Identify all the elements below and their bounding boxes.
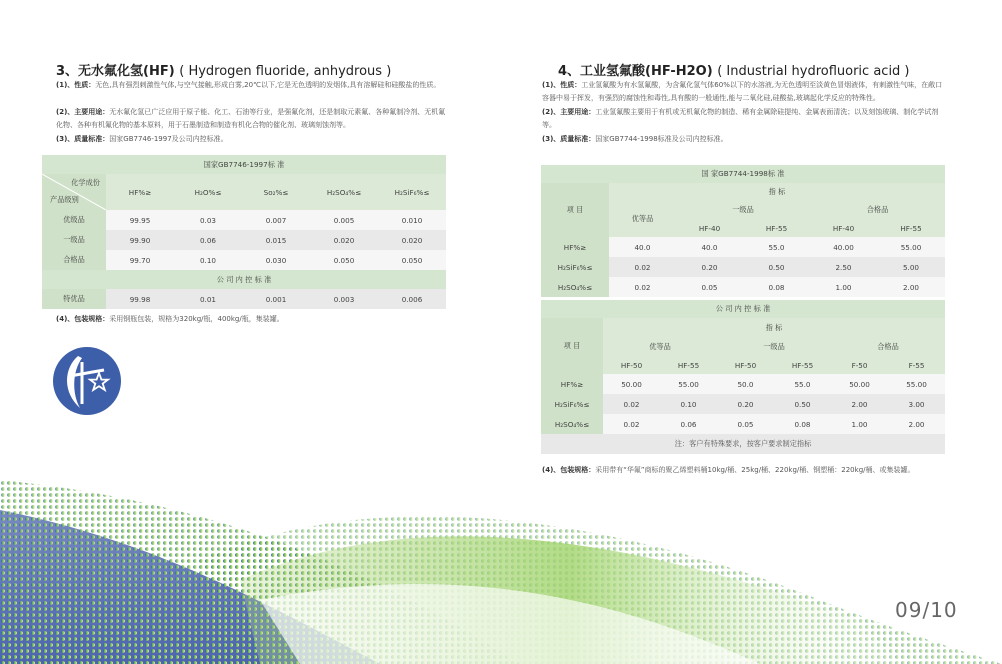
packaging-label: (4)、包装规格： (542, 466, 596, 474)
right-page (501, 0, 1002, 664)
sub-column-header: F-55 (888, 356, 945, 374)
packaging-paragraph (56, 313, 446, 326)
usage-paragraph (56, 106, 446, 132)
table-cell: 0.050 (378, 250, 446, 270)
sub-column-header: HF-55 (774, 356, 831, 374)
table-title: 国 家GB7744-1998标 准 (541, 165, 945, 183)
usage-label: (2)、主要用途： (542, 108, 596, 116)
standard-text: 国家GB7744-1998标准及公司内控标准。 (595, 135, 728, 143)
property-text: 无色,具有强烈刺激性气体,与空气接触,形成白雾,20℃以下,它是无色透明的发烟体,具有溶解硅和硅酸盐的性质。 (95, 81, 441, 89)
table-cell: 55.00 (660, 374, 717, 394)
standard-label: (3)、质量标准： (542, 135, 596, 143)
grade-header: 一级品 (717, 338, 831, 356)
table-cell: 0.08 (743, 277, 810, 297)
row-label: 一级品 (42, 230, 106, 250)
row-label: H₂SO₄%≤ (541, 277, 609, 297)
company-standard-title: 公 司 内 控 标 准 (42, 270, 446, 289)
table-cell: 40.00 (810, 237, 877, 257)
table-row (541, 277, 945, 297)
hf-spec-table (42, 155, 446, 309)
table-cell: 0.01 (174, 289, 242, 309)
table-cell: 2.50 (810, 257, 877, 277)
table-cell: 50.00 (831, 374, 888, 394)
column-header: H₂SO₄%≤ (310, 174, 378, 210)
section-title-hf-acid (558, 60, 910, 79)
table-cell: 0.020 (310, 230, 378, 250)
column-header: HF%≥ (106, 174, 174, 210)
standard-paragraph (56, 133, 446, 146)
packaging-paragraph (542, 464, 947, 477)
section-title-en: ( Industrial hydrofluoric acid ) (717, 64, 910, 79)
page-number: 09/10 (895, 598, 958, 622)
table-cell: 0.02 (609, 257, 676, 277)
hf-acid-company-table (541, 300, 945, 454)
standard-paragraph (542, 133, 947, 146)
table-cell: 0.02 (603, 394, 660, 414)
sub-column-header: HF-50 (717, 356, 774, 374)
item-header: 项 目 (541, 318, 603, 374)
table-cell: 0.20 (676, 257, 743, 277)
row-label: 特优品 (42, 289, 106, 309)
table-cell: 0.050 (310, 250, 378, 270)
table-cell: 0.02 (609, 277, 676, 297)
table-cell: 0.50 (774, 394, 831, 414)
table-row (541, 237, 945, 257)
sub-column-header: HF-50 (603, 356, 660, 374)
table-cell: 99.70 (106, 250, 174, 270)
table-cell: 55.0 (743, 237, 810, 257)
sub-column-header: F-50 (831, 356, 888, 374)
packaging-label: (4)、包装规格： (56, 315, 110, 323)
table-cell: 0.06 (174, 230, 242, 250)
hf-acid-national-table (541, 165, 945, 297)
table-cell: 99.90 (106, 230, 174, 250)
row-label: HF%≥ (541, 374, 603, 394)
table-cell: 0.05 (717, 414, 774, 434)
usage-text: 无水氟化氢已广泛应用于原子能、化工、石油等行业，是强氟化剂，还是制取元素氟、各种氟制冷剂、无机氟化物、各种有机氟化物的基本原料，用于石墨制造和制造有机化合物的催化剂、玻璃刻蚀剂等。 (56, 108, 446, 129)
table-row (541, 414, 945, 434)
table-cell: 0.007 (242, 210, 310, 230)
column-header: So₂%≤ (242, 174, 310, 210)
table-cell: 40.0 (676, 237, 743, 257)
standard-text: 国家GB7746-1997及公司内控标准。 (109, 135, 228, 143)
property-paragraph (542, 79, 947, 105)
table-cell: 55.00 (888, 374, 945, 394)
sub-column-header: HF-55 (743, 219, 810, 237)
table-cell: 50.00 (603, 374, 660, 394)
table-cell: 5.00 (877, 257, 945, 277)
table-cell: 0.05 (676, 277, 743, 297)
row-label: 优级品 (42, 210, 106, 230)
table-cell: 40.0 (609, 237, 676, 257)
section-title-en: ( Hydrogen fluoride, anhydrous ) (179, 64, 392, 79)
table-cell: 2.00 (831, 394, 888, 414)
property-label: (1)、性质： (542, 81, 582, 89)
usage-paragraph (542, 106, 947, 132)
property-paragraph (56, 79, 446, 92)
table-cell: 1.00 (810, 277, 877, 297)
table-cell: 55.0 (774, 374, 831, 394)
sub-column-header: HF-40 (676, 219, 743, 237)
grade-header: 优等品 (609, 201, 676, 237)
table-note: 注：客户有特殊要求，按客户要求制定指标 (541, 434, 945, 454)
table-row (42, 289, 446, 309)
diagonal-header-cell (42, 174, 106, 210)
section-title-cn: 3、无水氟化氢(HF) (56, 64, 175, 79)
indicator-header: 指 标 (609, 183, 945, 201)
table-cell: 0.015 (242, 230, 310, 250)
table-cell: 2.00 (877, 277, 945, 297)
table-cell: 99.95 (106, 210, 174, 230)
table-row (541, 394, 945, 414)
table-cell: 0.005 (310, 210, 378, 230)
row-label: 合格品 (42, 250, 106, 270)
section-title-hf (56, 60, 391, 79)
table-row (541, 257, 945, 277)
sub-column-header: HF-40 (810, 219, 877, 237)
table-cell: 55.00 (877, 237, 945, 257)
usage-label: (2)、主要用途： (56, 108, 110, 116)
column-header: H₂O%≤ (174, 174, 242, 210)
table-cell: 0.10 (174, 250, 242, 270)
grade-header: 一级品 (676, 201, 810, 219)
table-row (42, 230, 446, 250)
table-cell: 1.00 (831, 414, 888, 434)
property-label: (1)、性质： (56, 81, 96, 89)
table-cell: 0.006 (378, 289, 446, 309)
table-cell: 0.08 (774, 414, 831, 434)
property-text: 工业氢氟酸为有水氢氟酸，为含氟化氢气体60%以下的水溶液,为无色透明至淡黄色冒烟液体，有刺激性气味，在敞口容器中易于挥发，有强烈的腐蚀性和毒性,具有酸的一般通性,能与二氧化硅,硅酸盐,玻璃起化学反应的特殊性。 (542, 81, 943, 102)
grade-header: 优等品 (603, 338, 717, 356)
table-row (541, 374, 945, 394)
packaging-text: 采用带有“华氟”商标的聚乙烯塑料桶10kg/桶、25kg/桶、220kg/桶、钢塑桶：220kg/桶、或集装罐。 (595, 466, 915, 474)
table-title: 公 司 内 控 标 准 (541, 300, 945, 318)
usage-text: 工业氢氟酸主要用于有机或无机氟化物的制造、稀有金属除硅提纯、金属表面清洗；以及刻蚀玻璃、制化学试剂等。 (542, 108, 939, 129)
row-label: H₂SiF₆%≤ (541, 394, 603, 414)
indicator-header: 指 标 (603, 318, 945, 338)
diag-bottom-label: 产品级别 (50, 195, 79, 204)
item-header: 项 目 (541, 183, 609, 237)
table-cell: 0.010 (378, 210, 446, 230)
sub-column-header: HF-55 (877, 219, 945, 237)
table-cell: 0.020 (378, 230, 446, 250)
grade-header: 合格品 (810, 201, 945, 219)
row-label: H₂SO₄%≤ (541, 414, 603, 434)
table-cell: 99.98 (106, 289, 174, 309)
standard-label: (3)、质量标准： (56, 135, 110, 143)
table-cell: 0.06 (660, 414, 717, 434)
table-cell: 0.10 (660, 394, 717, 414)
table-cell: 0.03 (174, 210, 242, 230)
row-label: H₂SiF₆%≤ (541, 257, 609, 277)
table-row (42, 210, 446, 230)
column-header: H₂SiF₆%≤ (378, 174, 446, 210)
table-title: 国家GB7746-1997标 准 (42, 155, 446, 174)
table-cell: 0.003 (310, 289, 378, 309)
table-cell: 2.00 (888, 414, 945, 434)
row-label: HF%≥ (541, 237, 609, 257)
sub-column-header: HF-55 (660, 356, 717, 374)
table-cell: 0.030 (242, 250, 310, 270)
table-cell: 0.20 (717, 394, 774, 414)
table-cell: 3.00 (888, 394, 945, 414)
company-logo (52, 346, 122, 416)
table-cell: 0.02 (603, 414, 660, 434)
packaging-text: 采用钢瓶包装，规格为320kg/瓶，400kg/瓶，集装罐。 (109, 315, 284, 323)
table-cell: 0.50 (743, 257, 810, 277)
table-cell: 50.0 (717, 374, 774, 394)
diag-top-label: 化学成份 (71, 178, 100, 187)
table-cell: 0.001 (242, 289, 310, 309)
section-title-cn: 4、工业氢氟酸(HF-H2O) (558, 64, 713, 79)
grade-header: 合格品 (831, 338, 945, 356)
table-row (42, 250, 446, 270)
